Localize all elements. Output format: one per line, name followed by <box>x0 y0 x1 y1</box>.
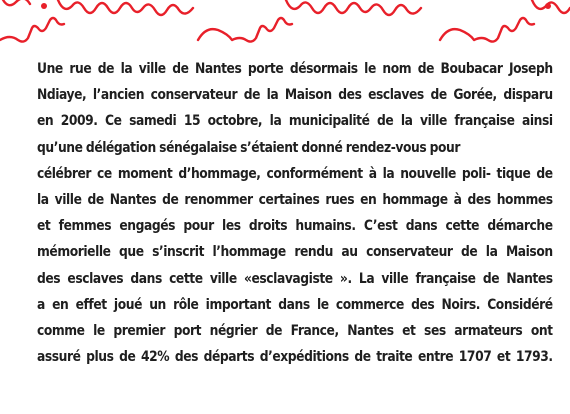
cursive-pattern-icon <box>0 0 570 46</box>
article-line-8: mémorielle que s’inscrit l’hommage rendu au conservateur de la Maison <box>37 244 553 261</box>
article-line-10: a en effet joué un rôle important dans le commerce des Noirs. Considéré <box>37 296 553 313</box>
article-line-11: comme le premier port négrier de France, Nantes et ses armateurs ont <box>37 322 553 339</box>
article-line-3: en 2009. Ce samedi 15 octobre, la municipalité de la ville française ainsi <box>37 113 553 130</box>
red-decorative-masthead-band <box>0 0 570 46</box>
article-line-2: Ndiaye, l’ancien conservateur de la Maison des esclaves de Gorée, disparu <box>37 87 553 104</box>
article-line-1: Une rue de la ville de Nantes porte désormais le nom de Boubacar Joseph <box>37 61 553 77</box>
article-line-7: et femmes engagés pour les droits humains. C’est dans cette démarche <box>37 218 553 235</box>
article-line-5: célébrer ce moment d’hommage, conformément à la nouvelle poli- tique de <box>37 165 553 182</box>
article-line-9: des esclaves dans cette ville «esclavagiste ». La ville française de Nantes <box>37 270 553 287</box>
article-line-6: la ville de Nantes de renommer certaines rues en hommage à des hommes <box>37 191 553 208</box>
article-line-12: assuré plus de 42% des départs d’expéditions de traite entre 1707 et 1793. <box>37 349 553 366</box>
article-line-4: qu’une délégation sénégalaise s’étaient donné rendez-vous pour <box>37 139 460 156</box>
article-body <box>37 56 553 370</box>
